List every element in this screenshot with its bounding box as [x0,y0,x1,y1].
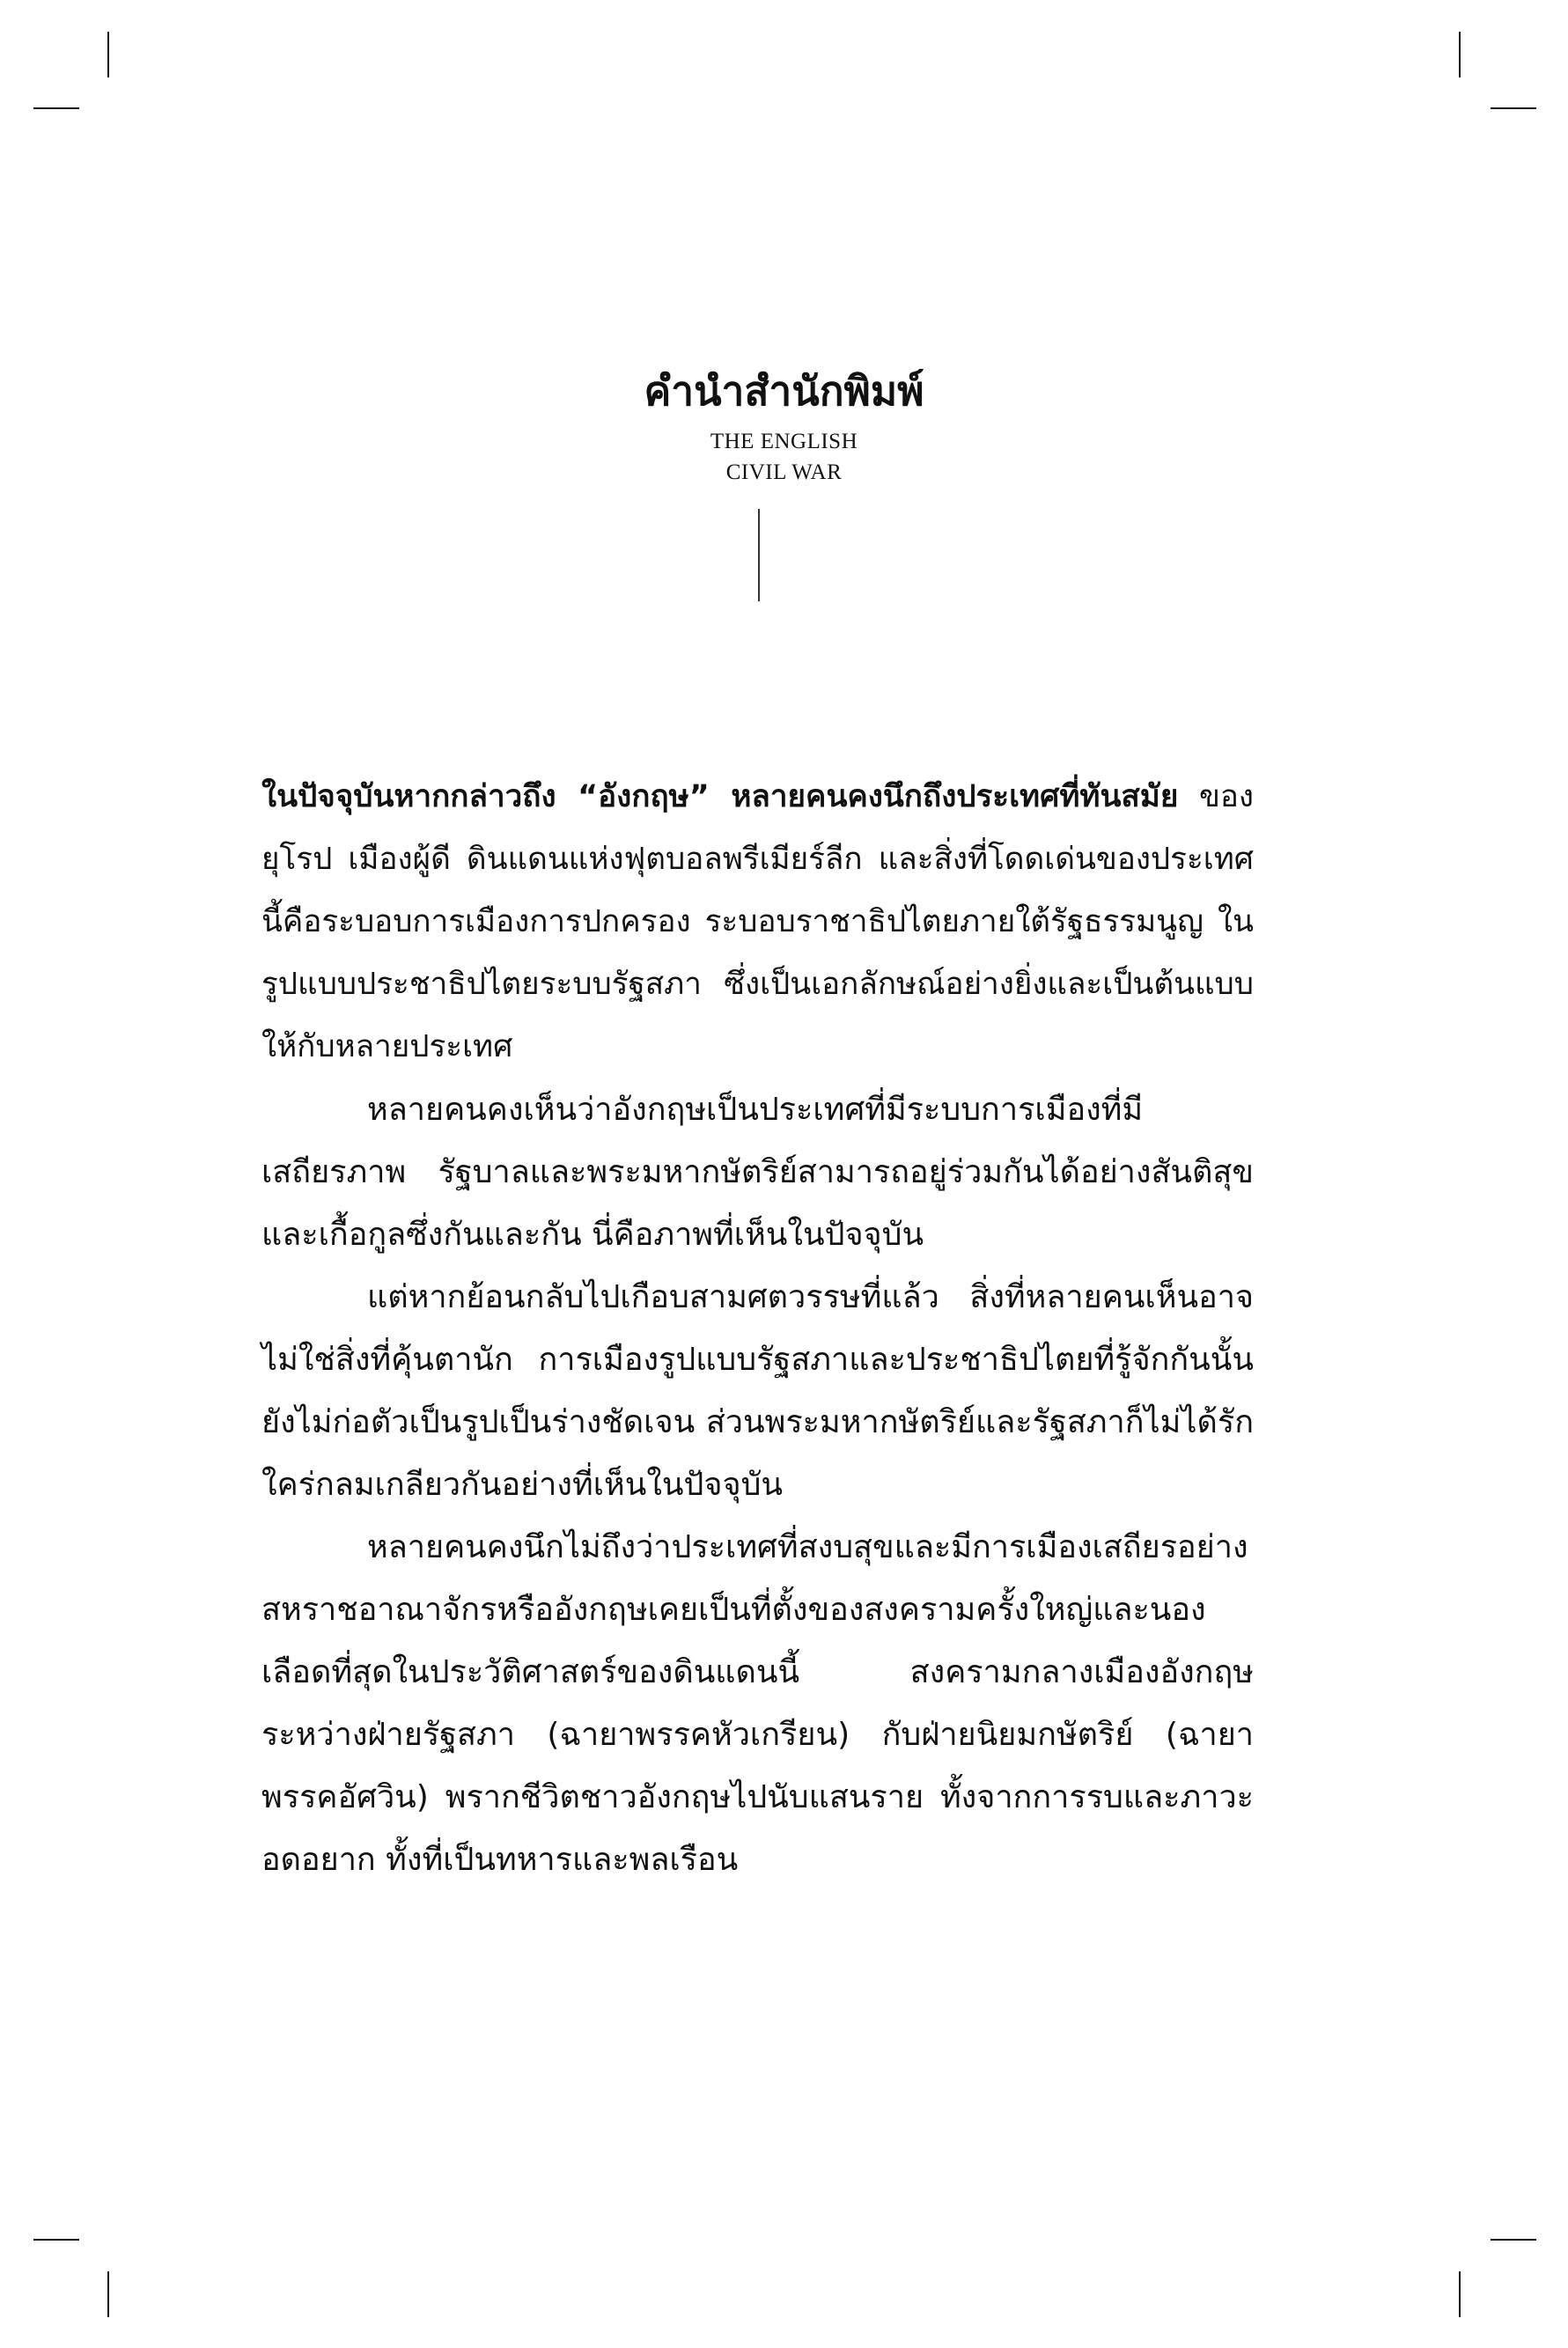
subtitle [0,426,1568,488]
page-title: คำนำสำนักพิมพ์ [644,367,924,415]
paragraph-2: หลายคนคงเห็นว่าอังกฤษเป็นประเทศที่มีระบบการเมืองที่มีเสถียรภาพ รัฐบาลและพระมหากษัตริย์สามารถอยู่ร่วมกันได้อย่างสันติสุขและเกื้อกูลซึ่งกันและกัน นี่คือภาพที่เห็นในปัจจุบัน [261,1092,1254,1253]
vertical-divider [758,509,760,601]
paragraph-1-rest: ของยุโรป เมืองผู้ดี ดินแดนแห่งฟุตบอลพรีเมียร์ลีก และสิ่งที่โดดเด่นของประเทศนี้คือระบอบการเมืองการปกครอง ระบอบราชาธิปไตยภายใต้รัฐธรรมนูญ ในรูปแบบประชาธิปไตยระบบรัฐสภา ซึ่งเป็นเอกลักษณ์อย่างยิ่งและเป็นต้นแบบให้กับหลายประเทศ [261,779,1254,1064]
subtitle-line-1: THE ENGLISH [710,430,858,453]
crop-mark [33,107,79,109]
paragraph-4: หลายคนคงนึกไม่ถึงว่าประเทศที่สงบสุขและมีการเมืองเสถียรอย่างสหราชอาณาจักรหรืออังกฤษเคยเป็นที่ตั้งของสงครามครั้งใหญ่และนองเลือดที่สุดในประวัติศาสตร์ของดินแดนนี้ สงครามกลางเมืองอังกฤษระหว่างฝ่ายรัฐสภา (ฉายาพรรคหัวเกรียน) กับฝ่ายนิยมกษัตริย์ (ฉายาพรรคอัศวิน) พรากชีวิตชาวอังกฤษไปนับแสนราย ทั้งจากการรบและภาวะอดอยาก ทั้งที่เป็นทหารและพลเรือน [261,1529,1254,1878]
subtitle-line-2: CIVIL WAR [725,460,843,484]
crop-mark [33,2239,79,2241]
crop-mark [1491,107,1536,109]
crop-mark [1459,32,1461,77]
paragraph-3: แต่หากย้อนกลับไปเกือบสามศตวรรษที่แล้ว สิ่งที่หลายคนเห็นอาจไม่ใช่สิ่งที่คุ้นตานัก การเมืองรูปแบบรัฐสภาและประชาธิปไตยที่รู้จักกันนั้นยังไม่ก่อตัวเป็นรูปเป็นร่างชัดเจน ส่วนพระมหากษัตริย์และรัฐสภาก็ไม่ได้รักใคร่กลมเกลียวกันอย่างที่เห็นในปัจจุบัน [261,1279,1254,1503]
crop-mark [107,32,109,77]
paragraph-1 [261,766,1254,1078]
crop-mark [1491,2239,1536,2241]
paragraph-1-lead: ในปัจจุบันหากกล่าวถึง “อังกฤษ” หลายคนคงนึกถึงประเทศที่ทันสมัย [261,779,1179,814]
body-text [261,766,1254,1891]
crop-mark [107,2271,109,2317]
crop-mark [1459,2271,1461,2317]
